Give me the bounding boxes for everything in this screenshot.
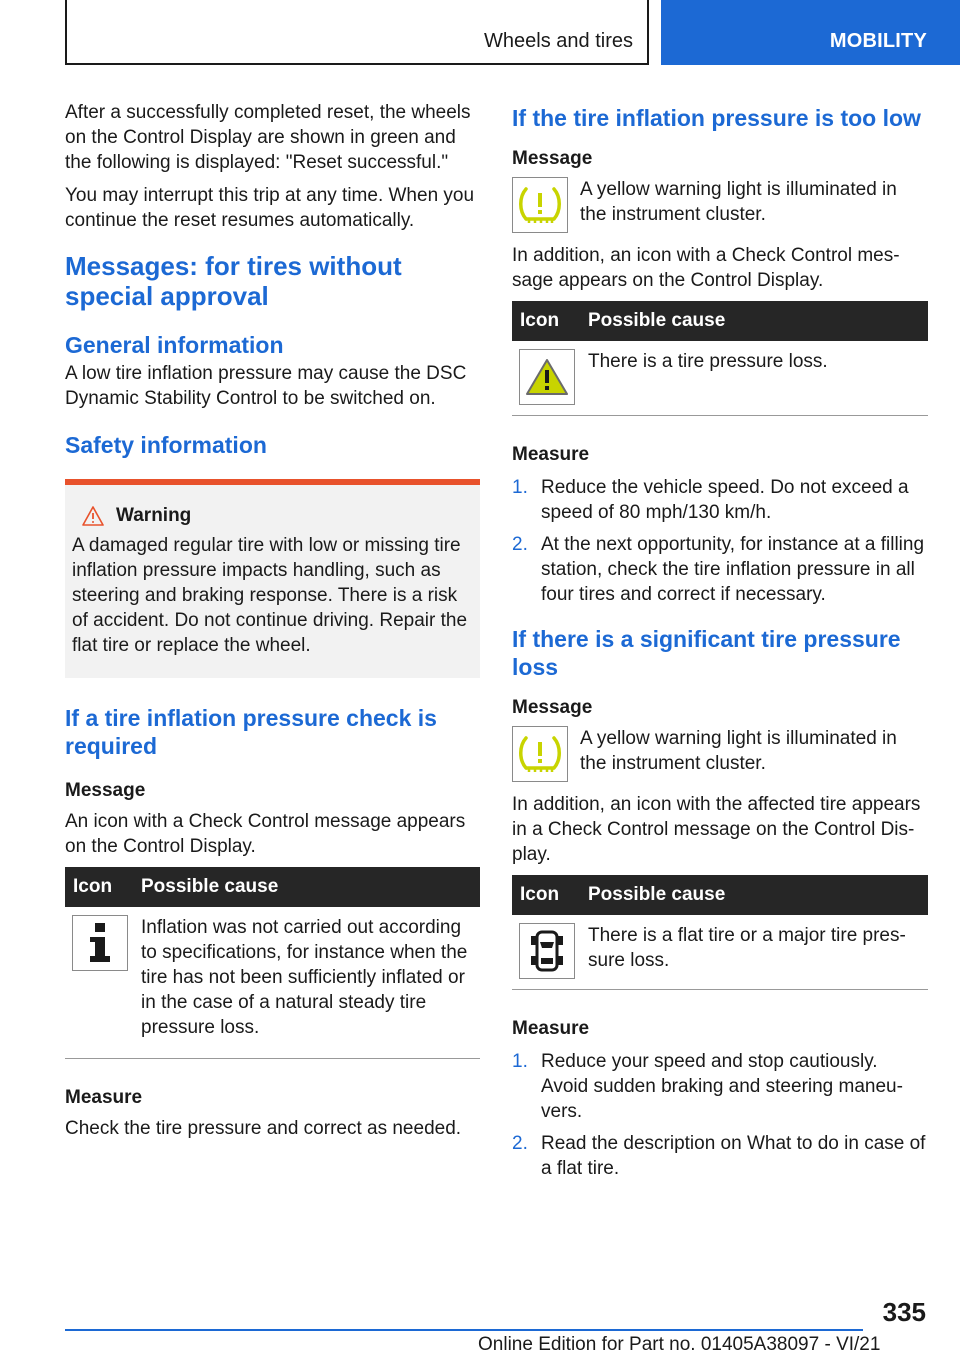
message-label: Message: [65, 780, 146, 801]
warning-triangle-icon: [82, 506, 104, 526]
page-number: 335: [882, 1297, 926, 1327]
cause-table: [512, 301, 928, 416]
section-header-box: [65, 0, 649, 65]
heading-messages: Messages: for tires without special approval: [65, 251, 402, 311]
cause-table: [65, 867, 480, 1059]
warning-text: A damaged regular tire with low or missing tire inflation pressure impacts handling, such as steering and braking response. There is a risk of accident. Do not continue driving. Repair the flat tire or replace the wheel.: [72, 535, 468, 656]
heading-safety-information: Safety information: [65, 432, 267, 458]
table-row: [512, 341, 928, 416]
message-row: [512, 726, 928, 782]
heading-pressure-check-required: If a tire inflation pressure check is required: [65, 705, 437, 759]
info-icon: [72, 915, 128, 971]
chapter-tab: [661, 0, 960, 65]
message-text: A yellow warning light is illuminated in the instrument cluster.: [580, 728, 897, 774]
column-header-cause: Possible cause: [588, 310, 726, 331]
measure-label: Measure: [65, 1087, 143, 1108]
measure-label: Measure: [512, 444, 590, 465]
message-label: Message: [512, 697, 593, 718]
section-title: Wheels and tires: [484, 30, 633, 52]
heading-general-information: General information: [65, 332, 284, 358]
footer-divider: [65, 1329, 863, 1331]
measure-steps: [512, 1049, 928, 1181]
warning-box: [65, 479, 480, 678]
table-cell-cause: There is a tire pressure loss.: [588, 351, 828, 372]
message-text: A yellow warning light is illuminated in the instrument cluster.: [580, 179, 897, 225]
intro-paragraph-2: You may interrupt this trip at any time. When you continue the reset resumes automatically.: [65, 185, 475, 231]
left-column: [65, 100, 480, 1149]
table-cell-cause: There is a flat tire or a major tire pressure loss.: [588, 925, 906, 971]
tire-pressure-warning-icon: [512, 726, 568, 782]
table-row: [65, 907, 480, 1059]
heading-significant-pressure-loss: If there is a significant tire pressure loss: [512, 626, 901, 680]
column-header-icon: Icon: [73, 876, 113, 897]
chapter-tab-label: MOBILITY: [829, 30, 927, 52]
message-text: An icon with a Check Control message appears on the Control Display.: [65, 811, 466, 857]
measure-label: Measure: [512, 1018, 590, 1039]
column-header-icon: Icon: [520, 310, 560, 331]
heading-pressure-too-low: If the tire inflation pressure is too low: [512, 105, 921, 131]
flat-tire-car-icon: [519, 923, 575, 979]
table-cell-cause: Inflation was not carried out according to specifications, for instance when the tire has not been sufficiently inflated or in the case of a natural steady tire pressure loss.: [141, 917, 468, 1038]
edition-text: Online Edition for Part no. 01405A38097 - VI/21: [478, 1334, 881, 1355]
intro-paragraph-1: After a successfully completed reset, the wheels on the Control Display are shown in green and the following is displayed: "Reset successful.": [65, 102, 471, 173]
column-header-cause: Possible cause: [588, 884, 726, 905]
cause-table: [512, 875, 928, 990]
page-header: [0, 0, 960, 66]
table-header: [512, 875, 928, 915]
tire-pressure-warning-icon: [512, 177, 568, 233]
general-information-text: A low tire inflation pressure may cause the DSC Dynamic Stability Control to be switched on.: [65, 363, 467, 409]
warning-header: [82, 505, 473, 527]
addition-text: In addition, an icon with a Check Control message appears on the Control Display.: [512, 245, 900, 291]
right-column: [512, 100, 928, 1188]
table-row: [512, 915, 928, 990]
list-item: 1. Reduce your speed and stop cautiously. Avoid sudden braking and steering maneuvers.: [512, 1051, 903, 1122]
table-header: [65, 867, 480, 907]
list-item: 2. At the next opportunity, for instance at a filling station, check the tire inflation pressure in all four tires and correct if necessary.: [512, 534, 925, 605]
addition-text: In addition, an icon with the affected tire appears in a Check Control message on the Control Display.: [512, 794, 921, 865]
list-item: 2. Read the description on What to do in case of a flat tire.: [512, 1133, 926, 1179]
column-header-icon: Icon: [520, 884, 560, 905]
message-label: Message: [512, 148, 593, 169]
list-item: 1. Reduce the vehicle speed. Do not exceed a speed of 80 mph/130 km/h.: [512, 477, 909, 523]
yellow-warning-triangle-icon: [519, 349, 575, 405]
table-header: [512, 301, 928, 341]
warning-label: Warning: [116, 505, 192, 526]
measure-steps: [512, 475, 928, 607]
measure-text: Check the tire pressure and correct as needed.: [65, 1118, 462, 1139]
message-row: [512, 177, 928, 233]
column-header-cause: Possible cause: [141, 876, 279, 897]
